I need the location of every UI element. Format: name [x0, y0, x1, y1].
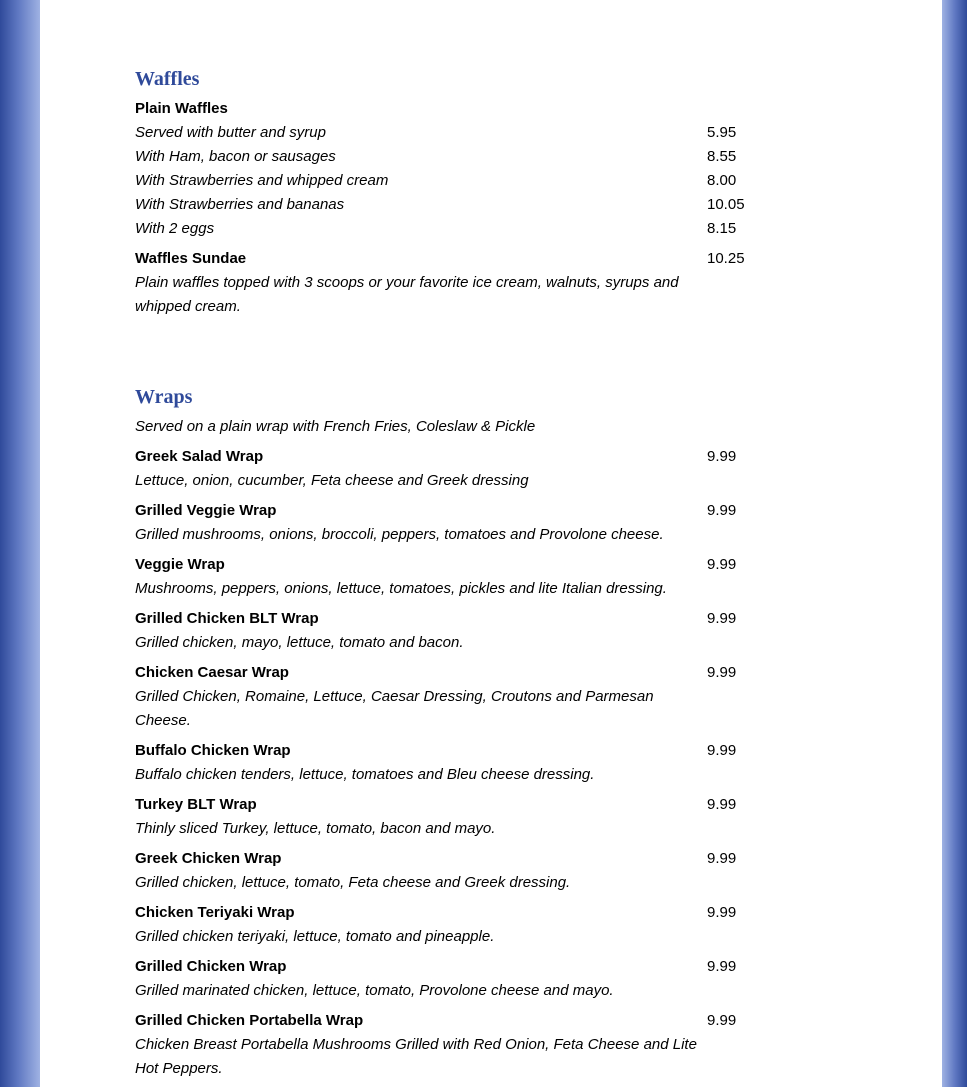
wrap-item — [135, 553, 815, 601]
waffle-option-row — [135, 217, 815, 241]
wrap-item-description: Buffalo chicken tenders, lettuce, tomatoes and Bleu cheese dressing. — [135, 766, 595, 783]
wrap-item — [135, 661, 815, 733]
wrap-item-description: Chicken Breast Portabella Mushrooms Grilled with Red Onion, Feta Cheese and Lite Hot Peppers. — [135, 1036, 697, 1077]
waffles-sundae-description: Plain waffles topped with 3 scoops or your favorite ice cream, walnuts, syrups and whipped cream. — [135, 274, 679, 315]
wrap-item — [135, 901, 815, 949]
wrap-item — [135, 847, 815, 895]
wrap-item — [135, 607, 815, 655]
wrap-item-description: Thinly sliced Turkey, lettuce, tomato, bacon and mayo. — [135, 820, 496, 837]
wrap-item-name: Greek Salad Wrap — [135, 448, 264, 465]
wrap-item-name: Greek Chicken Wrap — [135, 850, 282, 867]
wrap-item-description: Grilled marinated chicken, lettuce, tomato, Provolone cheese and mayo. — [135, 982, 614, 999]
wrap-item-name: Chicken Teriyaki Wrap — [135, 904, 295, 921]
wrap-item-price: 9.99 — [707, 742, 737, 759]
wrap-item-description: Grilled mushrooms, onions, broccoli, peppers, tomatoes and Provolone cheese. — [135, 526, 664, 543]
wrap-item-description: Mushrooms, peppers, onions, lettuce, tomatoes, pickles and lite Italian dressing. — [135, 580, 667, 597]
waffle-option-price: 10.05 — [707, 196, 745, 213]
wrap-item-price: 9.99 — [707, 850, 737, 867]
wrap-item-price: 9.99 — [707, 1012, 737, 1029]
wrap-item-price: 9.99 — [707, 664, 737, 681]
waffles-title: Waffles — [135, 68, 200, 90]
plain-waffles-name: Plain Waffles — [135, 100, 228, 117]
wraps-section — [135, 385, 815, 1081]
wrap-item-price: 9.99 — [707, 448, 737, 465]
wrap-item-name: Grilled Chicken Wrap — [135, 958, 287, 975]
waffle-option-price: 8.55 — [707, 148, 737, 165]
wraps-note: Served on a plain wrap with French Fries, Coleslaw & Pickle — [135, 418, 536, 435]
wrap-item — [135, 793, 815, 841]
wrap-item-price: 9.99 — [707, 958, 737, 975]
wrap-item — [135, 739, 815, 787]
waffle-option-label: With Strawberries and whipped cream — [135, 172, 389, 189]
waffles-sundae-item — [135, 247, 815, 319]
wrap-item-price: 9.99 — [707, 796, 737, 813]
wrap-item — [135, 499, 815, 547]
waffle-option-row — [135, 193, 815, 217]
waffles-sundae-name: Waffles Sundae — [135, 250, 247, 267]
wrap-item-description: Grilled chicken teriyaki, lettuce, tomato and pineapple. — [135, 928, 495, 945]
wrap-item-name: Grilled Chicken BLT Wrap — [135, 610, 319, 627]
wrap-item-price: 9.99 — [707, 904, 737, 921]
wraps-list — [135, 445, 815, 1081]
wrap-item-name: Grilled Veggie Wrap — [135, 502, 277, 519]
waffle-option-row — [135, 169, 815, 193]
wrap-item-name: Chicken Caesar Wrap — [135, 664, 289, 681]
wrap-item-price: 9.99 — [707, 610, 737, 627]
waffle-option-row — [135, 145, 815, 169]
waffle-option-row — [135, 121, 815, 145]
wrap-item-description: Grilled Chicken, Romaine, Lettuce, Caesar Dressing, Croutons and Parmesan Cheese. — [135, 688, 654, 729]
waffles-section — [135, 67, 815, 319]
waffle-option-label: With Strawberries and bananas — [135, 196, 345, 213]
waffle-option-price: 5.95 — [707, 124, 737, 141]
waffle-option-price: 8.15 — [707, 220, 737, 237]
wrap-item — [135, 445, 815, 493]
waffle-option-label: With Ham, bacon or sausages — [135, 148, 336, 165]
wrap-item — [135, 1009, 815, 1081]
wrap-item-name: Buffalo Chicken Wrap — [135, 742, 291, 759]
wrap-item-price: 9.99 — [707, 556, 737, 573]
wraps-title: Wraps — [135, 386, 193, 408]
waffles-sundae-price: 10.25 — [707, 250, 745, 267]
wraps-note-row — [135, 415, 815, 439]
waffle-option-price: 8.00 — [707, 172, 737, 189]
wrap-item-name: Veggie Wrap — [135, 556, 225, 573]
wrap-item-name: Turkey BLT Wrap — [135, 796, 257, 813]
wrap-item-description: Grilled chicken, mayo, lettuce, tomato and bacon. — [135, 634, 464, 651]
menu-page — [40, 0, 942, 1087]
plain-waffles-row — [135, 97, 815, 121]
wrap-item-price: 9.99 — [707, 502, 737, 519]
waffle-option-label: With 2 eggs — [135, 220, 215, 237]
waffle-option-label: Served with butter and syrup — [135, 124, 326, 141]
wrap-item-description: Lettuce, onion, cucumber, Feta cheese and Greek dressing — [135, 472, 529, 489]
wrap-item-description: Grilled chicken, lettuce, tomato, Feta cheese and Greek dressing. — [135, 874, 571, 891]
wrap-item-name: Grilled Chicken Portabella Wrap — [135, 1012, 364, 1029]
wrap-item — [135, 955, 815, 1003]
